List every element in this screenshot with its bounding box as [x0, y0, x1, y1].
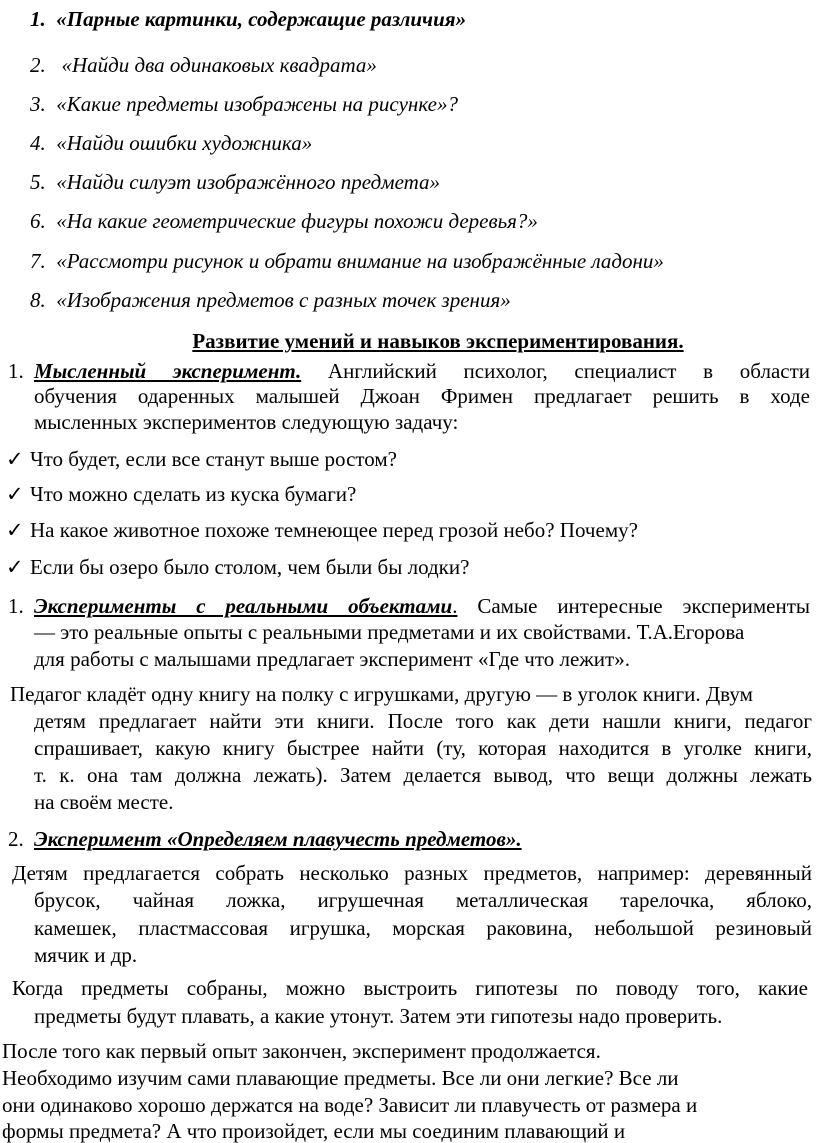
paragraph-line: обучения одаренных малышей Джоан Фримен предлагает решить в ходе	[34, 384, 810, 408]
paragraph-line: на своём месте.	[34, 790, 174, 814]
item-number: 1.	[8, 594, 24, 618]
item-title: Эксперимент «Определяем плавучесть предметов».	[34, 827, 522, 851]
item-title: Эксперименты с реальными объектами	[34, 594, 453, 618]
checkmark-icon: ✓	[6, 555, 24, 579]
list-item: 4. «Найди ошибки художника»	[30, 131, 313, 155]
paragraph-line: камешек, пластмассовая игрушка, морская раковина, небольшой резиновый	[34, 916, 812, 940]
paragraph-line: Когда предметы собраны, можно выстроить гипотезы по поводу того, какие	[12, 976, 808, 1000]
paragraph-line: детям предлагает найти эти книги. После того как дети нашли книги, педагог	[34, 709, 812, 733]
list-item: 3. «Какие предметы изображены на рисунке»?	[30, 92, 458, 116]
list-item: 1. «Парные картинки, содержащие различия»	[30, 7, 467, 31]
paragraph-line: они одинаково хорошо держатся на воде? Зависит ли плавучесть от размера и	[2, 1093, 698, 1117]
list-item: ✓ На какое животное похоже темнеющее перед грозой небо? Почему?	[6, 518, 638, 542]
list-item: ✓ Что будет, если все станут выше ростом?	[6, 447, 397, 471]
list-item: 5. «Найди силуэт изображённого предмета»	[30, 170, 441, 194]
paragraph-line: т. к. она там должна лежать). Затем делается вывод, что вещи должны лежать	[34, 763, 812, 787]
paragraph-line: мячик и др.	[34, 943, 138, 967]
paragraph-line: предметы будут плавать, а какие утонут. Затем эти гипотезы надо проверить.	[34, 1004, 723, 1028]
paragraph-line: брусок, чайная ложка, игрушечная металлическая тарелочка, яблоко,	[34, 888, 812, 912]
list-item: 6. «На какие геометрические фигуры похожи деревья?»	[30, 209, 538, 233]
checkmark-icon: ✓	[6, 482, 24, 506]
paragraph-line: Эксперименты с реальными объектами. Самые интересные эксперименты	[34, 594, 810, 618]
paragraph-line: спрашивает, какую книгу быстрее найти (ту, которая находится в уголке книги,	[34, 736, 812, 760]
paragraph-line: Детям предлагается собрать несколько разных предметов, например: деревянный	[12, 861, 812, 885]
item-number: 2.	[8, 827, 24, 851]
section-title: Развитие умений и навыков экспериментирования.	[192, 329, 684, 353]
paragraph-line: — это реальные опыты с реальными предметами и их свойствами. Т.А.Егорова	[34, 620, 745, 644]
list-item: 2. «Найди два одинаковых квадрата»	[30, 53, 377, 77]
list-item: 8. «Изображения предметов с разных точек зрения»	[30, 288, 511, 312]
paragraph-line: формы предмета? А что произойдет, если мы соединим плавающий и	[2, 1119, 626, 1143]
item-number: 1.	[8, 359, 24, 383]
paragraph-line: для работы с малышами предлагает эксперимент «Где что лежит».	[34, 647, 630, 671]
list-item: 7. «Рассмотри рисунок и обрати внимание на изображённые ладони»	[30, 249, 664, 273]
paragraph-line: мысленных экспериментов следующую задачу:	[34, 410, 459, 434]
item-title: Мысленный эксперимент.	[34, 359, 302, 383]
paragraph-line: Мысленный эксперимент. Английский психолог, специалист в области	[34, 359, 810, 383]
list-item: ✓ Что можно сделать из куска бумаги?	[6, 482, 357, 506]
checkmark-icon: ✓	[6, 447, 24, 471]
paragraph-line: Педагог кладёт одну книгу на полку с игрушками, другую — в уголок книги. Двум	[10, 682, 753, 706]
checkmark-icon: ✓	[6, 518, 24, 542]
paragraph-line: Необходимо изучим сами плавающие предметы. Все ли они легкие? Все ли	[2, 1066, 679, 1090]
list-item: ✓ Если бы озеро было столом, чем были бы лодки?	[6, 555, 470, 579]
paragraph-line: После того как первый опыт закончен, эксперимент продолжается.	[2, 1039, 601, 1063]
